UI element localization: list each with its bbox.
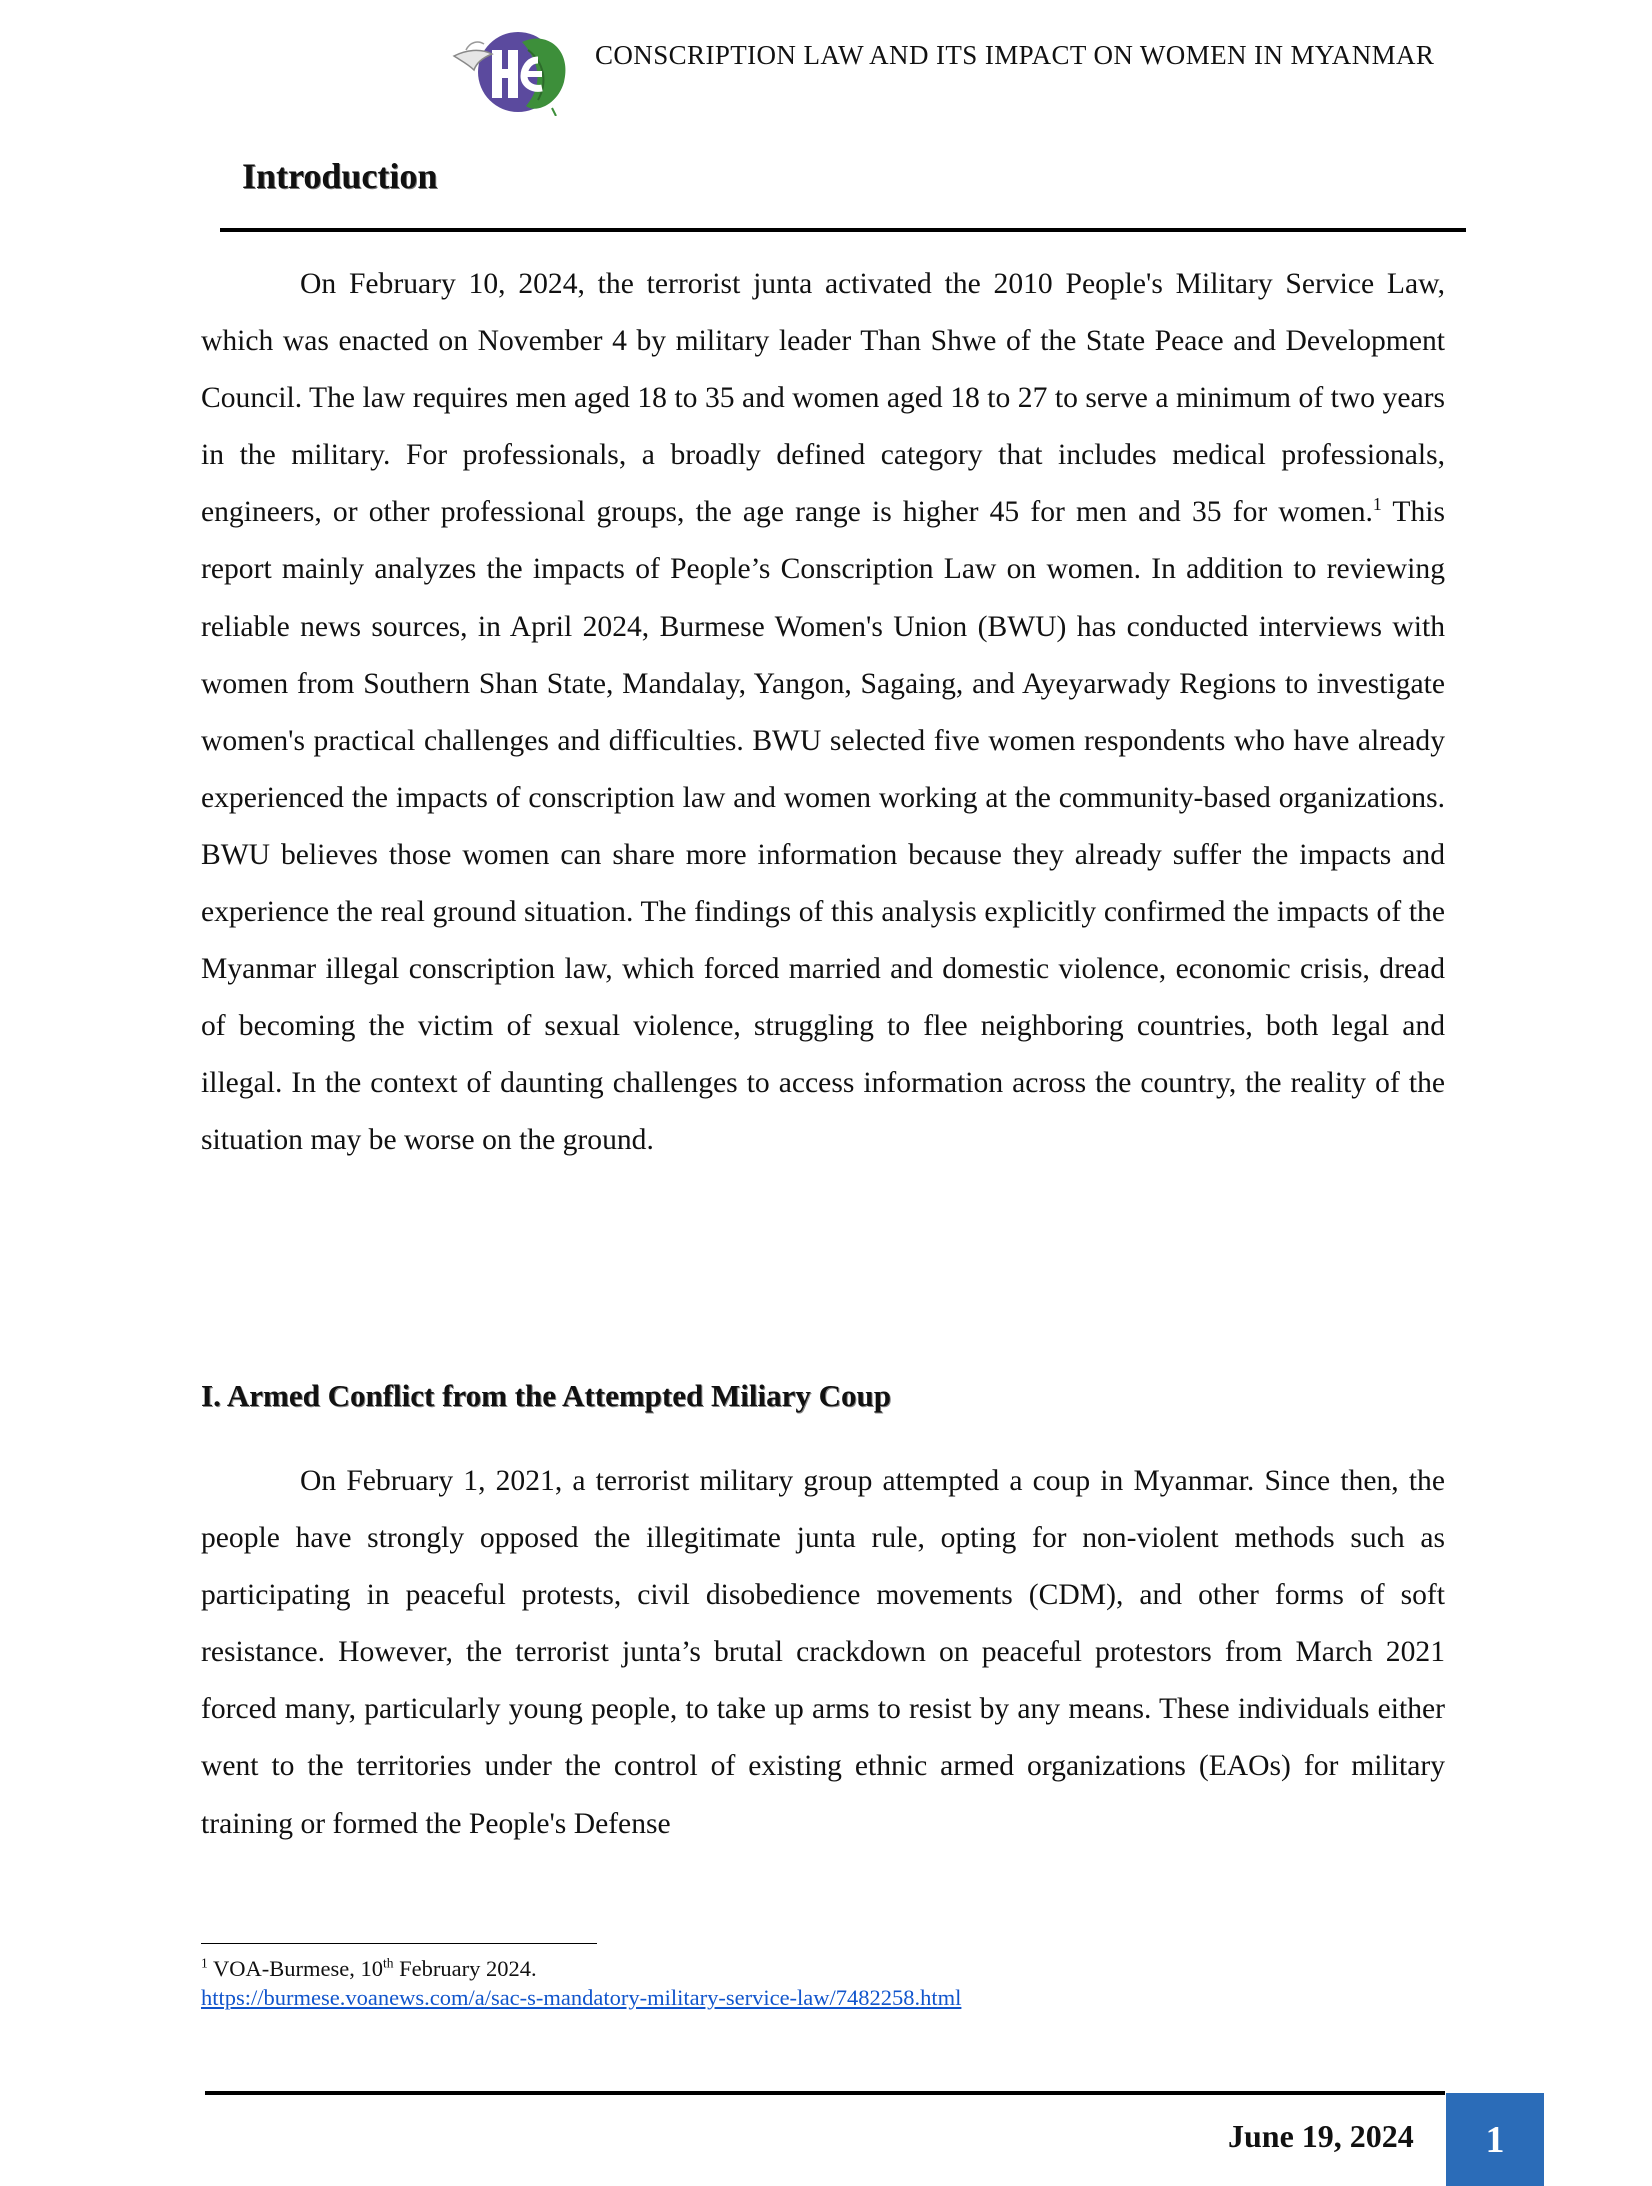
footnote-reference[interactable]: 1 xyxy=(1372,494,1382,515)
footnote-url-link[interactable]: https://burmese.voanews.com/a/sac-s-mandatory-military-service-law/7482258.html xyxy=(201,1985,962,2010)
footer-divider xyxy=(205,2091,1445,2095)
footnote xyxy=(201,1954,961,2012)
footer-date: June 19, 2024 xyxy=(1228,2118,1414,2154)
bwu-logo-dove-leaf-icon xyxy=(452,20,576,116)
page-number-badge xyxy=(1446,2093,1544,2186)
intro-text-part-1: On February 10, 2024, the terrorist junta activated the 2010 People's Military Service Law, which was enacted on November 4 by military leader Than Shwe of the State Peace and Development Council. The law requires men aged 18 to 35 and women aged 18 to 27 to serve a minimum of two years in the military. For professionals, a broadly defined category that includes medical professionals, engineers, or other professional groups, the age range is higher 45 for men and 35 for women. xyxy=(201,268,1445,529)
footnote-divider xyxy=(201,1943,597,1944)
intro-text-part-2: This report mainly analyzes the impacts of People’s Conscription Law on women. In addition to reviewing reliable news sources, in April 2024, Burmese Women's Union (BWU) has conducted interviews with women from Southern Shan State, Mandalay, Yangon, Sagaing, and Ayeyarwady Regions to investigate women's practical challenges and difficulties. BWU selected five women respondents who have already experienced the impacts of conscription law and women working at the community-based organizations. BWU believes those women can share more information because they already suffer the impacts and experience the real ground situation. The findings of this analysis explicitly confirmed the impacts of the Myanmar illegal conscription law, which forced married and domestic violence, economic crisis, dread of becoming the victim of sexual violence, struggling to flee neighboring countries, both legal and illegal. In the context of daunting challenges to access information across the country, the reality of the situation may be worse on the ground. xyxy=(201,496,1445,1157)
page-number: 1 xyxy=(1485,2118,1505,2161)
section-heading-armed-conflict: I. Armed Conflict from the Attempted Miliary Coup xyxy=(201,1378,891,1413)
introduction-paragraph xyxy=(201,256,1445,1170)
footnote-number: 1 xyxy=(201,1955,208,1971)
header-divider xyxy=(220,228,1466,232)
ordinal-suffix: th xyxy=(382,1955,394,1971)
introduction-heading: Introduction xyxy=(242,156,438,196)
footnote-source: $^1$ VOA-Burmese, 10th February 2024. xyxy=(201,1955,537,1981)
running-header-title: CONSCRIPTION LAW AND ITS IMPACT ON WOMEN IN MYANMAR xyxy=(595,40,1435,70)
section-paragraph: On February 1, 2021, a terrorist military group attempted a coup in Myanmar. Since then, the people have strongly opposed the illegitimate junta rule, opting for non-violent methods such as participating in peaceful protests, civil disobedience movements (CDM), and other forms of soft resistance. However, the terrorist junta’s brutal crackdown on peaceful protestors from March 2021 forced many, particularly young people, to take up arms to resist by any means. These individuals either went to the territories under the control of existing ethnic armed organizations (EAOs) for military training or formed the People's Defense xyxy=(201,1465,1445,1840)
